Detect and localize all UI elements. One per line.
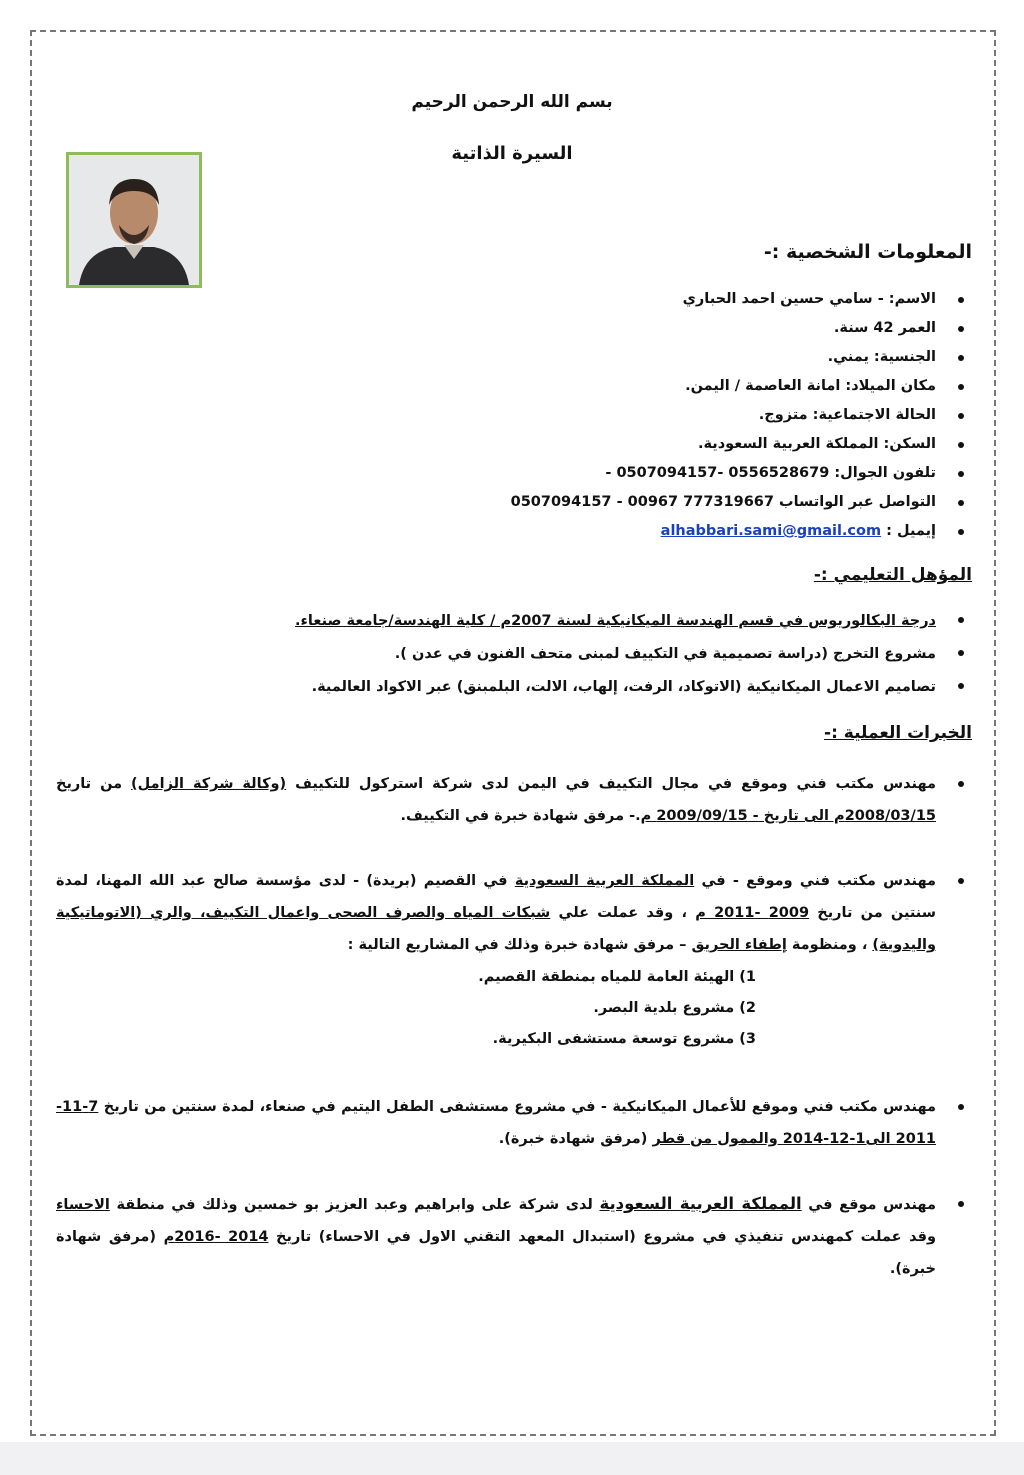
project-item: 3) مشروع توسعة مستشفى البكيرية. bbox=[492, 1031, 756, 1047]
residence-item: السكن: المملكة العربية السعودية. bbox=[511, 430, 972, 459]
viewer-bottom-bar bbox=[0, 1442, 1024, 1475]
marital-status-item: الحالة الاجتماعية: متزوج. bbox=[511, 401, 972, 430]
name-item: الاسم: - سامي حسين احمد الحباري bbox=[511, 285, 972, 314]
education-list bbox=[295, 605, 972, 704]
experience-item-3: مهندس مكتب فني وموقع للأعمال الميكانيكية - في مشروع مستشفى الطفل اليتيم في صنعاء، لمدة سنتين من تاريخ 7-11-2011 الى1-12-2014 والممول من قطر (مرفق شهادة خبرة). bbox=[56, 1091, 972, 1155]
email-label: إيميل : bbox=[886, 523, 936, 539]
basmala: بسم الله الرحمن الرحيم bbox=[411, 92, 613, 112]
birthplace-item: مكان الميلاد: امانة العاصمة / اليمن. bbox=[511, 372, 972, 401]
experience-item-1: مهندس مكتب فني وموقع في مجال التكييف في اليمن لدى شركة استركول للتكييف (وكالة شركة الزامل) من تاريخ 2008/03/15م الى تاريخ - 2009/09/15 م.- مرفق شهادة خبرة في التكييف. bbox=[56, 768, 972, 832]
page-title: السيرة الذاتية bbox=[451, 143, 573, 164]
education-heading: المؤهل التعليمي :- bbox=[813, 565, 972, 585]
phone-item: تلفون الجوال: 0556528679 -0507094157 - bbox=[511, 459, 972, 488]
experience-item-4: مهندس موقع في المملكة العربية السعودية لدى شركة على وابراهيم وعبد العزيز بو خمسين وذلك في منطقة الاحساء وقد عملت كمهندس تنفيذي في مشروع (استبدال المعهد التقني الاول في الاحساء) تاريخ 2014 -2016م (مرفق شهادة خبرة). bbox=[56, 1188, 972, 1285]
experience-2-projects bbox=[478, 962, 756, 1055]
design-skills-item: تصاميم الاعمال الميكانيكية (الاتوكاد، الرفت، إلهاب، الالت، البلمبنق) عبر الاكواد العالمية. bbox=[295, 671, 972, 704]
graduation-project-item: مشروع التخرج (دراسة تصميمية في التكييف لمبنى متحف الفنون في عدن ). bbox=[295, 638, 972, 671]
degree-item: درجة البكالوريوس في قسم الهندسة الميكانيكية لسنة 2007م / كلية الهندسة/جامعة صنعاء. bbox=[295, 605, 972, 638]
email-item bbox=[511, 517, 972, 546]
nationality-item: الجنسية: يمني. bbox=[511, 343, 972, 372]
project-item: 2) مشروع بلدية البصر. bbox=[593, 1000, 756, 1016]
experience-heading: الخبرات العملية :- bbox=[824, 723, 972, 743]
profile-photo bbox=[66, 152, 202, 288]
project-item: 1) الهيئة العامة للمياه بمنطقة القصيم. bbox=[478, 969, 756, 985]
personal-info-list bbox=[511, 285, 972, 546]
personal-info-heading: المعلومات الشخصية :- bbox=[763, 241, 972, 263]
experience-item-2: مهندس مكتب فني وموقع - في المملكة العربية السعودية في القصيم (بريدة) - لدى مؤسسة صالح عبد الله المهنا، لمدة سنتين من تاريخ 2009 -2011 م ، وقد عملت علي شبكات المياه والصرف الصحى واعمال التكييف، والري (الاتوماتيكية واليدوية) ، ومنظومة إطفاء الحريق – مرفق شهادة خبرة وذلك في المشاريع التالية : bbox=[56, 865, 972, 961]
age-item: العمر 42 سنة. bbox=[511, 314, 972, 343]
whatsapp-item: التواصل عبر الواتساب 777319667 00967 - 0507094157 bbox=[511, 488, 972, 517]
email-link[interactable]: alhabbari.sami@gmail.com bbox=[660, 523, 882, 539]
